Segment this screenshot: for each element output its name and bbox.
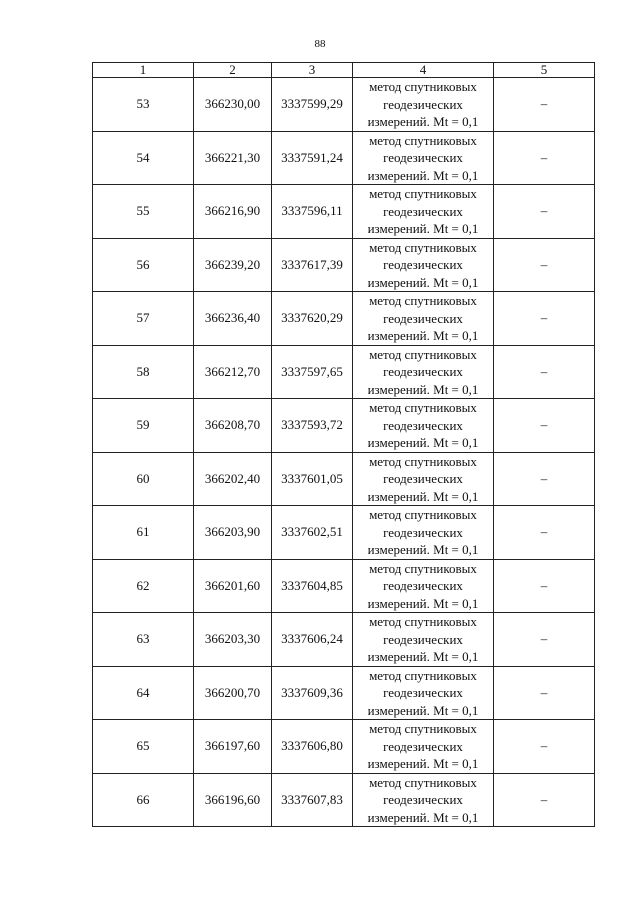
header-col-4: 4 bbox=[353, 63, 494, 78]
method-line: метод спутниковых bbox=[369, 721, 477, 736]
method-line: метод спутниковых bbox=[369, 614, 477, 629]
column-5-cell: – bbox=[494, 666, 595, 720]
point-number-cell: 59 bbox=[93, 399, 194, 453]
method-line: измерений. Mt = 0,1 bbox=[367, 649, 479, 664]
column-5-cell: – bbox=[494, 720, 595, 774]
method-cell bbox=[353, 559, 494, 613]
table-row bbox=[93, 559, 595, 613]
method-line: метод спутниковых bbox=[369, 774, 477, 790]
x-coordinate-cell: 366239,20 bbox=[194, 238, 272, 292]
point-number-cell: 55 bbox=[93, 185, 194, 239]
x-coordinate-cell: 366196,60 bbox=[194, 773, 272, 827]
table-row bbox=[93, 506, 595, 560]
header-col-2: 2 bbox=[194, 63, 272, 78]
method-line: измерений. Mt = 0,1 bbox=[367, 167, 479, 183]
y-coordinate-cell: 3337606,24 bbox=[272, 613, 353, 667]
table-body bbox=[93, 78, 595, 827]
table-row bbox=[93, 399, 595, 453]
point-number-cell: 53 bbox=[93, 78, 194, 132]
column-5-cell: – bbox=[494, 292, 595, 346]
method-line: геодезических bbox=[383, 417, 463, 433]
method-line: метод спутниковых bbox=[369, 453, 477, 469]
column-5-cell: – bbox=[494, 452, 595, 506]
x-coordinate-cell: 366236,40 bbox=[194, 292, 272, 346]
column-5-cell: – bbox=[494, 185, 595, 239]
method-line: метод спутниковых bbox=[369, 186, 477, 201]
x-coordinate-cell: 366208,70 bbox=[194, 399, 272, 453]
column-5-cell: – bbox=[494, 613, 595, 667]
method-line: геодезических bbox=[383, 310, 463, 326]
method-line: геодезических bbox=[383, 150, 463, 165]
table-row bbox=[93, 292, 595, 346]
method-cell bbox=[353, 238, 494, 292]
y-coordinate-cell: 3337601,05 bbox=[272, 452, 353, 506]
column-5-cell: – bbox=[494, 78, 595, 132]
method-line: геодезических bbox=[383, 257, 463, 272]
method-cell bbox=[353, 666, 494, 720]
column-5-cell: – bbox=[494, 773, 595, 827]
header-col-5: 5 bbox=[494, 63, 595, 78]
method-line: геодезических bbox=[383, 578, 463, 593]
y-coordinate-cell: 3337607,83 bbox=[272, 773, 353, 827]
y-coordinate-cell: 3337593,72 bbox=[272, 399, 353, 453]
y-coordinate-cell: 3337597,65 bbox=[272, 345, 353, 399]
method-cell bbox=[353, 345, 494, 399]
column-5-cell: – bbox=[494, 399, 595, 453]
x-coordinate-cell: 366200,70 bbox=[194, 666, 272, 720]
y-coordinate-cell: 3337606,80 bbox=[272, 720, 353, 774]
table-row bbox=[93, 666, 595, 720]
method-line: геодезических bbox=[383, 471, 463, 486]
point-number-cell: 61 bbox=[93, 506, 194, 560]
header-col-1: 1 bbox=[93, 63, 194, 78]
point-number-cell: 60 bbox=[93, 452, 194, 506]
method-cell bbox=[353, 292, 494, 346]
table-row bbox=[93, 720, 595, 774]
method-cell bbox=[353, 773, 494, 827]
point-number-cell: 54 bbox=[93, 131, 194, 185]
method-cell bbox=[353, 613, 494, 667]
table-row bbox=[93, 78, 595, 132]
point-number-cell: 58 bbox=[93, 345, 194, 399]
table-row bbox=[93, 452, 595, 506]
method-line: измерений. Mt = 0,1 bbox=[367, 114, 479, 129]
method-cell bbox=[353, 78, 494, 132]
coordinates-table bbox=[92, 62, 595, 827]
method-cell bbox=[353, 399, 494, 453]
point-number-cell: 63 bbox=[93, 613, 194, 667]
method-line: измерений. Mt = 0,1 bbox=[367, 274, 479, 290]
method-line: геодезических bbox=[383, 96, 463, 112]
y-coordinate-cell: 3337602,51 bbox=[272, 506, 353, 560]
table-row bbox=[93, 238, 595, 292]
y-coordinate-cell: 3337620,29 bbox=[272, 292, 353, 346]
method-line: метод спутниковых bbox=[369, 560, 477, 576]
method-line: метод спутниковых bbox=[369, 507, 477, 522]
method-line: метод спутниковых bbox=[369, 400, 477, 415]
method-line: измерений. Mt = 0,1 bbox=[367, 381, 479, 397]
x-coordinate-cell: 366203,30 bbox=[194, 613, 272, 667]
method-cell bbox=[353, 506, 494, 560]
y-coordinate-cell: 3337599,29 bbox=[272, 78, 353, 132]
method-line: метод спутниковых bbox=[369, 79, 477, 94]
table-row bbox=[93, 613, 595, 667]
x-coordinate-cell: 366230,00 bbox=[194, 78, 272, 132]
table-row bbox=[93, 131, 595, 185]
y-coordinate-cell: 3337617,39 bbox=[272, 238, 353, 292]
method-line: метод спутниковых bbox=[369, 132, 477, 148]
x-coordinate-cell: 366212,70 bbox=[194, 345, 272, 399]
method-cell bbox=[353, 720, 494, 774]
table-row bbox=[93, 185, 595, 239]
x-coordinate-cell: 366197,60 bbox=[194, 720, 272, 774]
method-line: геодезических bbox=[383, 364, 463, 379]
method-line: измерений. Mt = 0,1 bbox=[367, 435, 479, 450]
method-cell bbox=[353, 185, 494, 239]
method-line: измерений. Mt = 0,1 bbox=[367, 809, 479, 825]
point-number-cell: 64 bbox=[93, 666, 194, 720]
method-cell bbox=[353, 131, 494, 185]
x-coordinate-cell: 366201,60 bbox=[194, 559, 272, 613]
method-line: измерений. Mt = 0,1 bbox=[367, 488, 479, 504]
point-number-cell: 65 bbox=[93, 720, 194, 774]
y-coordinate-cell: 3337591,24 bbox=[272, 131, 353, 185]
method-line: геодезических bbox=[383, 203, 463, 219]
y-coordinate-cell: 3337604,85 bbox=[272, 559, 353, 613]
point-number-cell: 62 bbox=[93, 559, 194, 613]
x-coordinate-cell: 366221,30 bbox=[194, 131, 272, 185]
x-coordinate-cell: 366216,90 bbox=[194, 185, 272, 239]
method-line: измерений. Mt = 0,1 bbox=[367, 595, 479, 611]
x-coordinate-cell: 366202,40 bbox=[194, 452, 272, 506]
method-line: метод спутниковых bbox=[369, 293, 477, 308]
table-header-row bbox=[93, 63, 595, 78]
method-line: геодезических bbox=[383, 524, 463, 540]
point-number-cell: 66 bbox=[93, 773, 194, 827]
table-row bbox=[93, 773, 595, 827]
method-line: измерений. Mt = 0,1 bbox=[367, 328, 479, 343]
method-line: геодезических bbox=[383, 792, 463, 807]
method-line: измерений. Mt = 0,1 bbox=[367, 756, 479, 771]
method-line: геодезических bbox=[383, 738, 463, 754]
column-5-cell: – bbox=[494, 559, 595, 613]
point-number-cell: 56 bbox=[93, 238, 194, 292]
method-line: геодезических bbox=[383, 685, 463, 700]
method-line: метод спутниковых bbox=[369, 346, 477, 362]
method-line: измерений. Mt = 0,1 bbox=[367, 702, 479, 718]
method-line: геодезических bbox=[383, 631, 463, 647]
method-line: измерений. Mt = 0,1 bbox=[367, 221, 479, 236]
header-col-3: 3 bbox=[272, 63, 353, 78]
method-line: метод спутниковых bbox=[369, 239, 477, 255]
column-5-cell: – bbox=[494, 238, 595, 292]
x-coordinate-cell: 366203,90 bbox=[194, 506, 272, 560]
method-cell bbox=[353, 452, 494, 506]
column-5-cell: – bbox=[494, 345, 595, 399]
column-5-cell: – bbox=[494, 506, 595, 560]
page-number: 88 bbox=[314, 38, 326, 50]
point-number-cell: 57 bbox=[93, 292, 194, 346]
column-5-cell: – bbox=[494, 131, 595, 185]
y-coordinate-cell: 3337609,36 bbox=[272, 666, 353, 720]
method-line: метод спутниковых bbox=[369, 667, 477, 683]
table-row bbox=[93, 345, 595, 399]
method-line: измерений. Mt = 0,1 bbox=[367, 542, 479, 557]
y-coordinate-cell: 3337596,11 bbox=[272, 185, 353, 239]
